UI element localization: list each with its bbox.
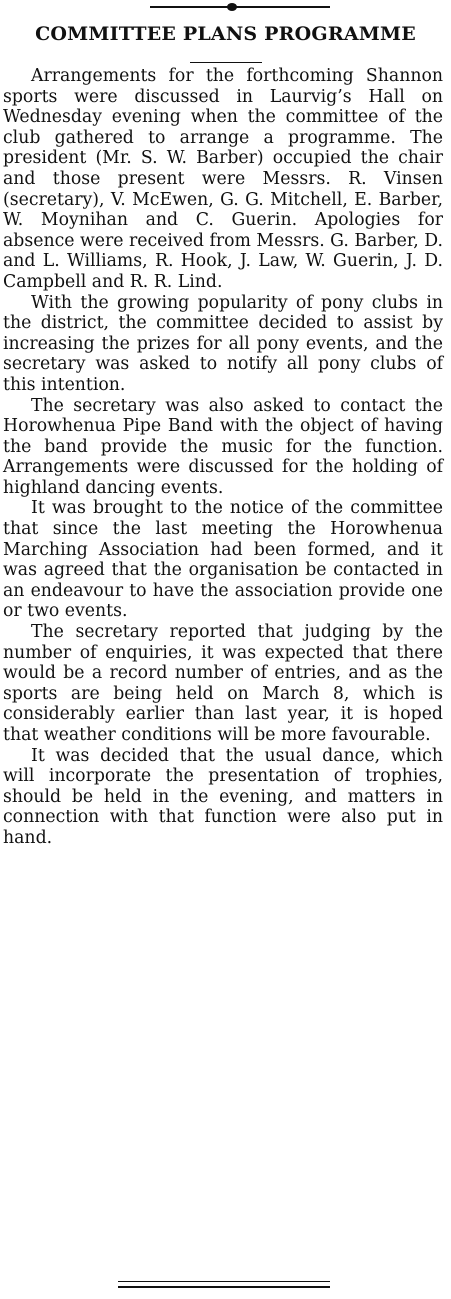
paragraph-pipe-band: The secretary was also asked to contact the Horowhenua Pipe Band with the object of having the band provide the music for the function. Arrangements were discussed for the holding of highland dancing events. <box>3 395 443 498</box>
article-headline: COMMITTEE PLANS PROGRAMME <box>35 23 416 45</box>
top-rule-ornament <box>227 3 237 11</box>
headline-rule <box>190 62 262 63</box>
paragraph-dance: It was decided that the usual dance, which will incorporate the presentation of trophies, should be held in the evening, and matters in connection with that function were also put in hand. <box>3 745 443 848</box>
bottom-rule <box>118 1281 330 1282</box>
top-ornamental-rule <box>150 6 330 8</box>
paragraph-entries: The secretary reported that judging by the number of enquiries, it was expected that there would be a record number of entries, and as the sports are being held on March 8, which is considerably earlier than last year, it is hoped that weather conditions will be more favourable. <box>3 622 443 745</box>
paragraph-arrangements: Arrangements for the forthcoming Shannon sports were discussed in Laurvig’s Hall on Wednesday evening when the committee of the club gathered to arrange a programme. The president (Mr. S. W. Barber) occupied the chair and those present were Messrs. R. Vinsen (secretary), V. McEwen, G. G. Mitchell, E. Barber, W. Moynihan and C. Guerin. Apologies for absence were received from Messrs. G. Barber, D. and L. Williams, R. Hook, J. Law, W. Guerin, J. D. Campbell and R. R. Lind. <box>3 66 443 292</box>
article-body <box>3 66 443 849</box>
paragraph-marching-association: It was brought to the notice of the committee that since the last meeting the Horowhenua Marching Association had been formed, and it was agreed that the organisation be contacted in an endeavour to have the association provide one or two events. <box>3 498 443 622</box>
paragraph-pony-clubs: With the growing popularity of pony clubs in the district, the committee decided to assist by increasing the prizes for all pony events, and the secretary was asked to notify all pony clubs of this intention. <box>3 292 443 395</box>
bottom-rule-double <box>118 1286 330 1288</box>
